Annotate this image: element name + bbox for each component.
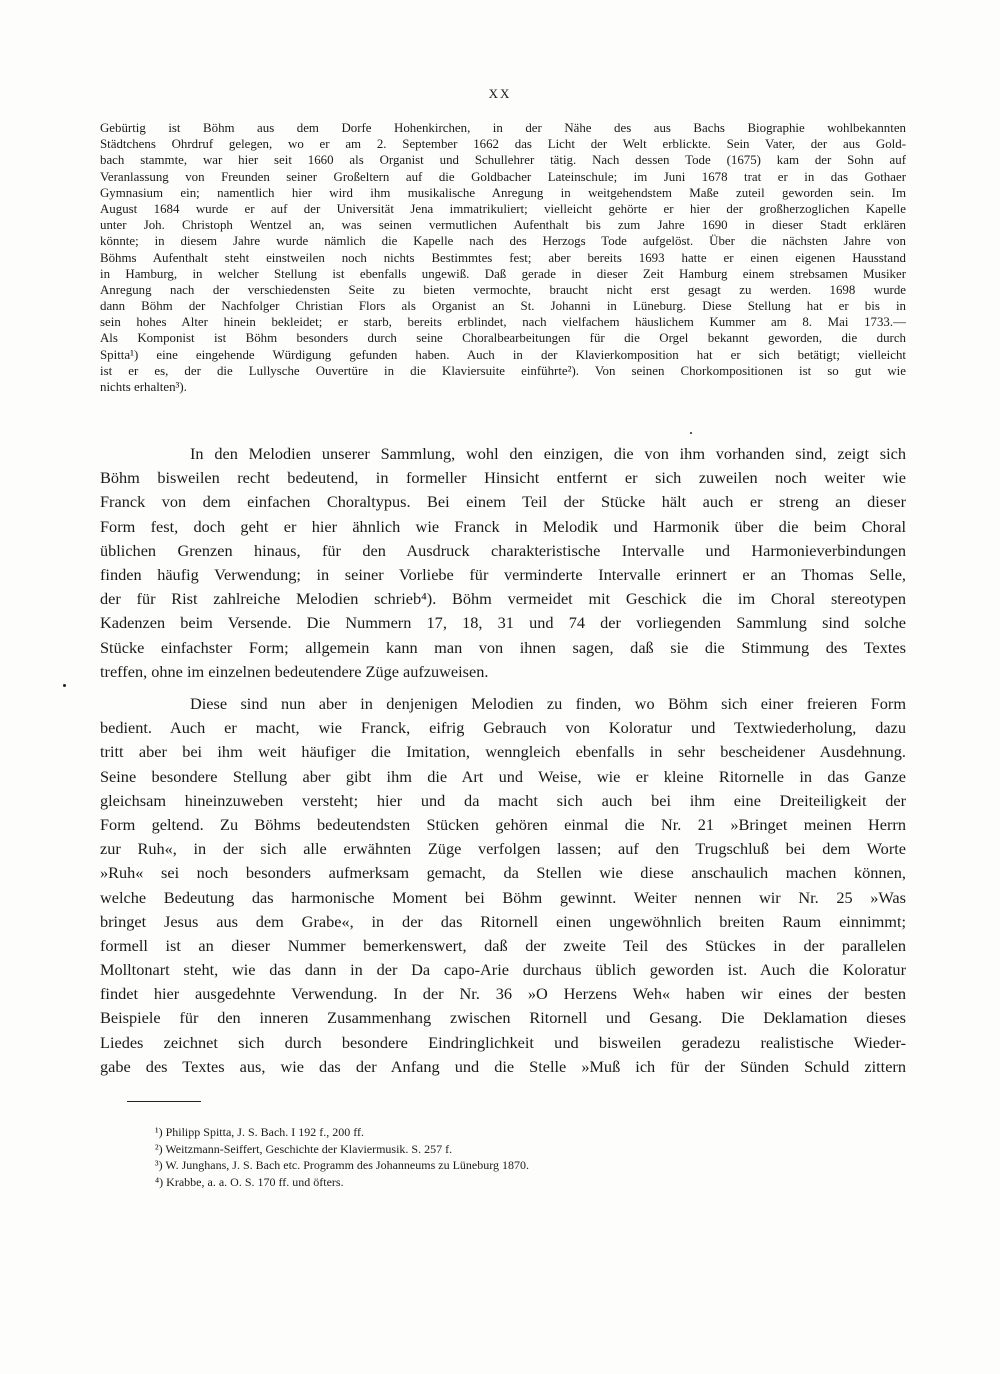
text-line: Molltonart steht, wie das dann in der Da capo-Arie durchaus üblich geworden ist. Auch die Koloratur (100, 960, 906, 980)
text-line: Diese sind nun aber in denjenigen Melodien zu finden, wo Böhm sich einer freieren Form (190, 694, 906, 713)
text-line: Liedes zeichnet sich durch besondere Eindringlichkeit und bisweilen geradezu realistische Wieder- (100, 1032, 906, 1052)
text-line: finden häufig Verwendung; in seiner Vorliebe für verminderte Intervalle erinnert er an Thomas Selle, (100, 564, 906, 584)
text-line: Böhm bisweilen recht bedeutend, in formeller Hinsicht entfernt er sich zuweilen noch weiter wie (100, 468, 906, 488)
text-line: formell ist an dieser Nummer bemerkenswert, daß der zweite Teil des Stückes in der parallelen (100, 935, 906, 955)
text-line: könnte; in diesem Jahre wurde nämlich die Kapelle nach des Herzogs Tode aufgelöst. Über die nächsten Jahre von (100, 234, 906, 249)
text-line: in Hamburg, in welcher Stellung ist ebenfalls ungewiß. Daß gerade in dieser Zeit Hamburg einem strebsamen Musiker (100, 266, 906, 281)
text-line: August 1684 wurde er auf der Universität Jena immatrikuliert; vielleicht gehörte er hier der großherzoglichen Kapelle (100, 201, 906, 216)
text-line: bringet Jesus aus dem Grabe«, in der das Ritornell einen ungewöhnlich breiten Raum einnimmt; (100, 911, 906, 931)
text-line: Seine besondere Stellung aber gibt ihm die Art und Weise, wie er kleine Ritornelle in das Ganze (100, 766, 906, 786)
text-line: bach stammte, war hier seit 1660 als Organist und Schullehrer tätig. Nach dessen Tode (1675) kam der Sohn auf (100, 153, 906, 168)
page-number: XX (488, 86, 512, 101)
text-line: Böhms Aufenthalt steht einstweilen noch nichts Bestimmtes fest; aber bereits 1693 hatte er einen eigenen Hausstand (100, 250, 906, 265)
text-line: In den Melodien unserer Sammlung, wohl den einzigen, die von ihm vorhanden sind, zeigt sich (190, 444, 906, 463)
text-line: tritt aber bei ihm weit häufiger die Imitation, wenngleich ebenfalls in sehr bescheidener Ausdehnung. (100, 742, 906, 762)
text-line: unter Joh. Christoph Wentzel an, was seinen vermutlichen Aufenthalt bis zum Jahre 1690 in dieser Stadt erklären (100, 218, 906, 233)
text-line: findet hier ausgedehnte Verwendung. In der Nr. 36 »O Herzens Weh« haben wir eines der besten (100, 984, 906, 1004)
footnotes (155, 1124, 855, 1191)
text-line: Gymnasium ein; namentlich hier wird ihm musikalische Anregung in weitgehendstem Maße zuteil geworden sein. Im (100, 185, 906, 200)
footnote: ²) Weitzmann-Seiffert, Geschichte der Klaviermusik. S. 257 f. (155, 1141, 453, 1156)
text-line: Kadenzen beim Versende. Die Nummern 17, 18, 31 und 74 der vorliegenden Sammlung sind solche (100, 613, 906, 633)
text-line: Anregung nach der verschiedensten Seite zu bieten vermochte, braucht nicht erst gesagt zu werden. 1698 wurde (100, 282, 906, 297)
intro-paragraph (100, 120, 906, 395)
text-line: Als Komponist ist Böhm besonders durch seine Choralbearbeitungen für die Orgel bekannt geworden, die durch (100, 331, 906, 346)
text-line: Form fest, doch geht er hier ähnlich wie Franck in Melodik und Harmonik über die beim Choral (100, 516, 906, 536)
text-line: Beispiele für den inneren Zusammenhang zwischen Ritornell und Gesang. Die Deklamation dieses (100, 1008, 906, 1028)
footnote-divider (127, 1101, 201, 1102)
text-line: Spitta¹) eine eingehende Würdigung gefunden haben. Auch in der Klavierkomposition hat er sich betätigt; vielleicht (100, 347, 906, 362)
text-line: sein hohes Alter hinein bekleidet; er starb, bereits erblindet, nach vielfachem häuslichem Kummer am 8. Mai 1733.— (100, 315, 906, 330)
text-line: gabe des Textes aus, wie das der Anfang und die Stelle »Muß ich für der Sünden Schuld zittern (100, 1056, 906, 1076)
text-line: der für Rist zahlreiche Melodien schrieb⁴). Böhm vermeidet mit Geschick die im Choral stereotypen (100, 589, 906, 609)
print-speck (690, 432, 692, 434)
text-line: »Ruh« sei noch besonders aufmerksam gemacht, da Stellen wie diese anschaulich machen können, (100, 863, 906, 883)
text-line: dann Böhm der Nachfolger Christian Flors als Organist an St. Johanni in Lüneburg. Diese Stellung hat er bis in (100, 299, 906, 314)
body-paragraph-2 (100, 692, 906, 1079)
footnote: ⁴) Krabbe, a. a. O. S. 170 ff. und öfters. (155, 1175, 344, 1190)
text-line: welche Bedeutung das harmonische Moment bei Böhm gewinnt. Weiter nennen wir Nr. 25 »Was (100, 887, 906, 907)
text-line: Form geltend. Zu Böhms bedeutendsten Stücken gehören einmal die Nr. 21 »Bringet meinen Herrn (100, 814, 906, 834)
text-line: Städtchens Ohrdruf gelegen, wo er am 2. September 1662 das Licht der Welt erblickte. Sein Vater, der aus Gold- (100, 137, 906, 152)
text-line: ist er es, der die Lullysche Ouvertüre in die Klaviersuite einführte²). Von seinen Chorkompositionen ist so gut wie (100, 363, 906, 378)
body-paragraph-1 (100, 442, 906, 684)
footnote: ¹) Philipp Spitta, J. S. Bach. I 192 f., 200 ff. (155, 1125, 365, 1139)
text-line: Gebürtig ist Böhm aus dem Dorfe Hohenkirchen, in der Nähe des aus Bachs Biographie wohlbekannten (100, 121, 906, 135)
text-line: üblichen Grenzen hinaus, für den Ausdruck charakteristische Intervalle und Harmonieverbindungen (100, 540, 906, 560)
text-line: zur Ruh«, in der sich alle erwähnten Züge verfolgen lassen; auf den Trugschluß bei dem Worte (100, 839, 906, 859)
text-line: Stücke einfachster Form; allgemein kann man von ihnen sagen, daß sie die Stimmung des Textes (100, 637, 906, 657)
text-line: Veranlassung von Freunden seiner Großeltern auf die Goldbacher Lateinschule; im Juni 1678 trat er in das Gothaer (100, 169, 906, 184)
text-line: Franck von dem einfachen Choraltypus. Bei einem Teil der Stücke hält auch er streng an dieser (100, 492, 906, 512)
text-line: gleichsam hineinzuweben versteht; hier und da macht sich auch bei ihm eine Dreiteiligkeit der (100, 790, 906, 810)
text-line: treffen, ohne im einzelnen bedeutendere Züge aufzuweisen. (100, 661, 489, 681)
footnote: ³) W. Junghans, J. S. Bach etc. Programm des Johanneums zu Lüneburg 1870. (155, 1158, 529, 1173)
text-line: bedient. Auch er macht, wie Franck, eifrig Gebrauch von Koloratur und Textwiederholung, dazu (100, 718, 906, 738)
text-line: nichts erhalten³). (100, 380, 187, 394)
print-speck (63, 684, 66, 687)
